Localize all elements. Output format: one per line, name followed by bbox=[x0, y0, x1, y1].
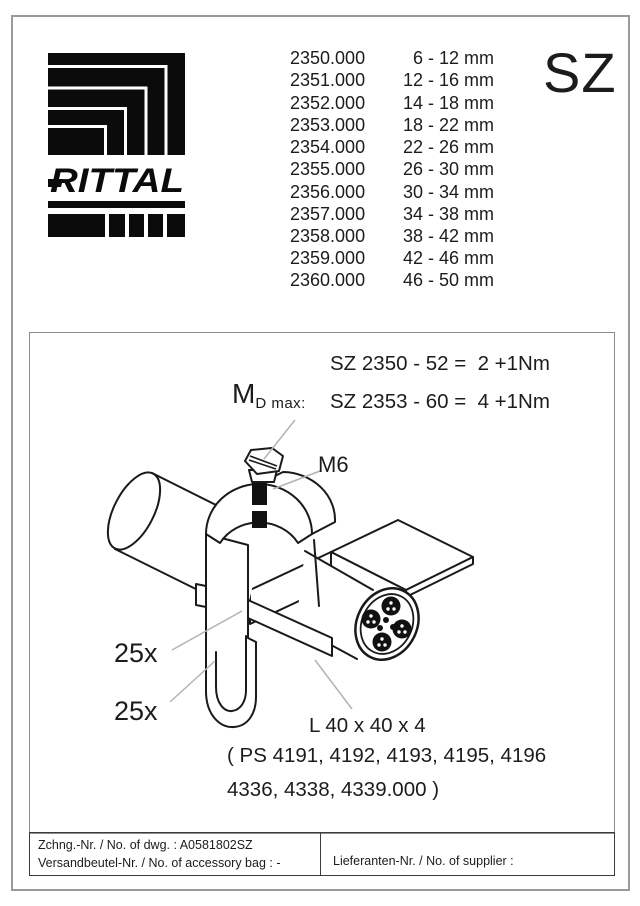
clamp-range: 12 - 16 mm bbox=[402, 70, 494, 91]
torque-spec-line-1: SZ 2350 - 52 = 2 +1Nm bbox=[330, 352, 550, 375]
article-number: 2350.000 bbox=[290, 48, 366, 68]
logo-baseline-segments bbox=[48, 214, 185, 237]
torque-symbol-subscript: D max: bbox=[255, 395, 306, 412]
clamp-range: 46 - 50 mm bbox=[402, 269, 494, 290]
clamp-range: 14 - 18 mm bbox=[402, 92, 494, 113]
logo-underline bbox=[48, 201, 185, 208]
article-number: 2358.000 bbox=[290, 226, 366, 247]
article-number: 2351.000 bbox=[290, 70, 366, 91]
table-row bbox=[290, 47, 494, 69]
clamp-range: 34 - 38 mm bbox=[402, 204, 494, 225]
torque-symbol-label bbox=[232, 378, 306, 412]
title-block-right-cell bbox=[321, 833, 614, 875]
article-number: 2355.000 bbox=[290, 159, 366, 180]
article-number: 2352.000 bbox=[290, 92, 366, 113]
brand-wordmark: RITTAL bbox=[50, 162, 184, 200]
bolt-size-label: M6 bbox=[318, 452, 349, 477]
table-row bbox=[290, 225, 494, 247]
torque-spec-line-2: SZ 2353 - 60 = 4 +1Nm bbox=[330, 390, 550, 413]
quantity-label-1: 25x bbox=[114, 638, 158, 668]
series-code: SZ bbox=[543, 41, 617, 104]
drawing-number-line: Zchng.-Nr. / No. of dwg. : A0581802SZ bbox=[38, 838, 253, 852]
ps-compatibility-note-line-2: 4336, 4338, 4339.000 ) bbox=[227, 778, 440, 801]
article-number: 2353.000 bbox=[290, 114, 366, 135]
clamp-range: 30 - 34 mm bbox=[402, 181, 494, 202]
table-row bbox=[290, 158, 494, 180]
accessory-bag-line: Versandbeutel-Nr. / No. of accessory bag : - bbox=[38, 856, 281, 870]
clamp-range: 6 - 12 mm bbox=[412, 48, 494, 68]
table-row bbox=[290, 69, 494, 91]
article-number: 2359.000 bbox=[290, 247, 366, 268]
table-row bbox=[290, 136, 494, 158]
clamp-range: 38 - 42 mm bbox=[402, 226, 494, 247]
clamp-range: 22 - 26 mm bbox=[402, 137, 494, 158]
logo-bracket-icon bbox=[48, 53, 185, 155]
table-row bbox=[290, 269, 494, 291]
table-row bbox=[290, 92, 494, 114]
rittal-logo bbox=[48, 53, 185, 240]
ps-compatibility-note-line-1: ( PS 4191, 4192, 4193, 4195, 4196 bbox=[227, 744, 547, 767]
table-row bbox=[290, 203, 494, 225]
title-block bbox=[29, 832, 615, 876]
supplier-line: Lieferanten-Nr. / No. of supplier : bbox=[333, 854, 514, 868]
title-block-left-cell bbox=[30, 833, 321, 875]
clamp-range: 26 - 30 mm bbox=[402, 159, 494, 180]
profile-dimension-label: L 40 x 40 x 4 bbox=[309, 714, 426, 737]
table-row bbox=[290, 181, 494, 203]
part-number-table bbox=[290, 47, 494, 291]
table-row bbox=[290, 114, 494, 136]
torque-symbol: M bbox=[232, 378, 256, 409]
article-number: 2356.000 bbox=[290, 181, 366, 202]
article-number: 2357.000 bbox=[290, 204, 366, 225]
article-number: 2354.000 bbox=[290, 137, 366, 158]
quantity-label-2: 25x bbox=[114, 696, 158, 726]
table-row bbox=[290, 248, 494, 269]
article-number: 2360.000 bbox=[290, 269, 366, 290]
clamp-range: 42 - 46 mm bbox=[402, 247, 494, 268]
clamp-range: 18 - 22 mm bbox=[402, 114, 494, 135]
